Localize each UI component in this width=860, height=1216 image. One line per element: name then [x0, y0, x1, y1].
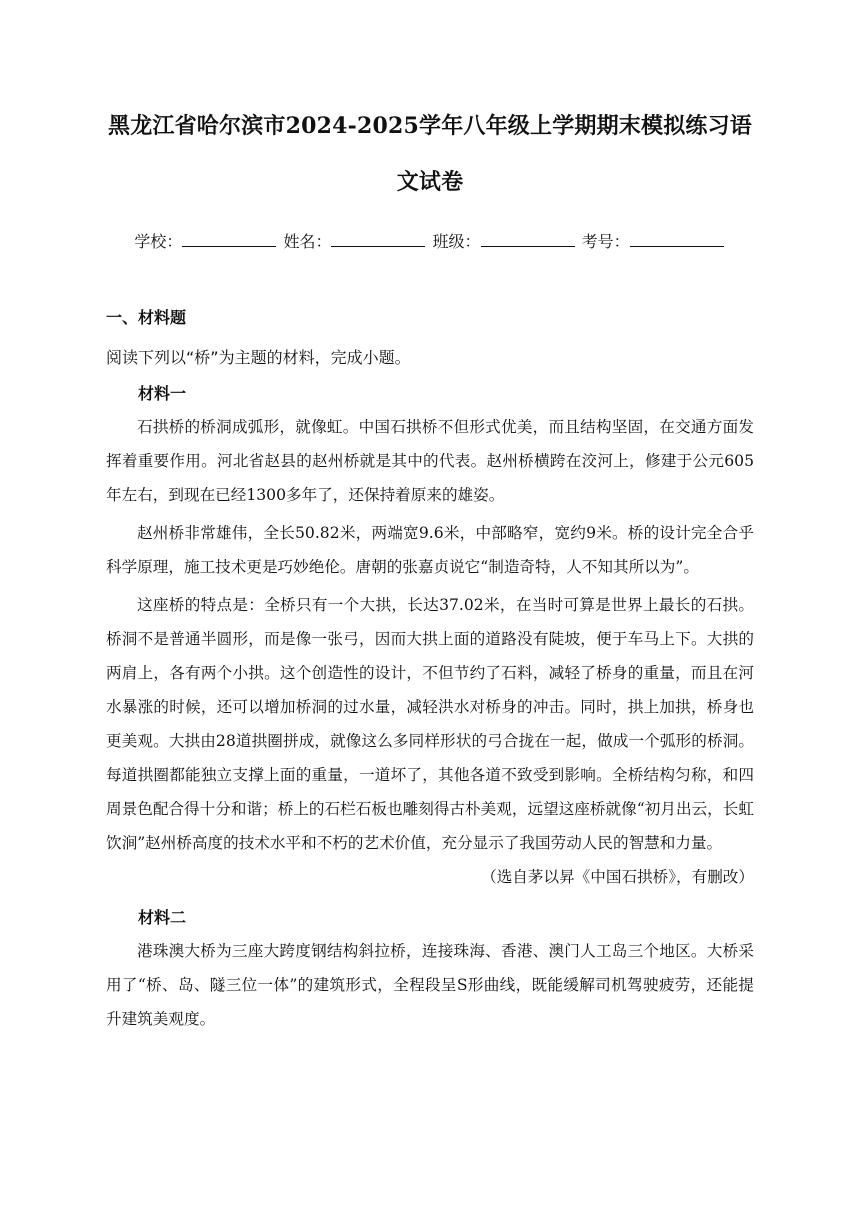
- school-blank[interactable]: [182, 230, 276, 247]
- class-field: [433, 230, 577, 254]
- name-blank[interactable]: [331, 230, 425, 247]
- school-field: [134, 230, 278, 254]
- material-two-label: 材料二: [138, 908, 187, 927]
- material-one-paragraph-1: 石拱桥的桥洞成弧形，就像虹。中国石拱桥不但形式优美，而且结构坚固，在交通方面发挥着重要作用。河北省赵县的赵州桥就是其中的代表。赵州桥横跨在洨河上，修建于公元605年左右，到现在已经1300多年了，还保持着原来的雄姿。: [106, 418, 754, 504]
- class-blank[interactable]: [481, 230, 575, 247]
- exam-number-field: [582, 230, 726, 254]
- section-heading: 一、材料题: [106, 308, 187, 327]
- material-two-paragraph-1: 港珠澳大桥为三座大跨度钢结构斜拉桥，连接珠海、香港、澳门人工岛三个地区。大桥采用了“桥、岛、隧三位一体”的建筑形式，全程段呈S形曲线，既能缓解司机驾驶疲劳，还能提升建筑美观度。: [106, 942, 754, 1028]
- exam-title: 黑龙江省哈尔滨市2024-2025学年八年级上学期期末模拟练习语文试卷: [108, 113, 752, 195]
- class-label: 班级：: [432, 232, 481, 251]
- student-info-line: [106, 230, 754, 254]
- school-label: 学校：: [134, 232, 183, 251]
- name-field: [283, 230, 427, 254]
- material-one-label: 材料一: [138, 384, 187, 403]
- material-one-source: （选自茅以昇《中国石拱桥》，有删改）: [481, 868, 754, 886]
- exam-number-blank[interactable]: [630, 230, 724, 247]
- exam-number-label: 考号：: [581, 232, 630, 251]
- section-intro: 阅读下列以“桥”为主题的材料，完成小题。: [106, 348, 411, 367]
- name-label: 姓名：: [283, 232, 332, 251]
- material-one-paragraph-2: 赵州桥非常雄伟，全长50.82米，两端宽9.6米，中部略窄，宽约9米。桥的设计完全合乎科学原理，施工技术更是巧妙绝伦。唐朝的张嘉贞说它“制造奇特，人不知其所以为”。: [106, 524, 754, 576]
- material-one-paragraph-3: 这座桥的特点是：全桥只有一个大拱，长达37.02米，在当时可算是世界上最长的石拱。桥洞不是普通半圆形，而是像一张弓，因而大拱上面的道路没有陡坡，便于车马上下。大拱的两肩上，各有两个小拱。这个创造性的设计，不但节约了石料，减轻了桥身的重量，而且在河水暴涨的时候，还可以增加桥洞的过水量，减轻洪水对桥身的冲击。同时，拱上加拱，桥身也更美观。大拱由28道拱圈拼成，就像这么多同样形状的弓合拢在一起，做成一个弧形的桥洞。每道拱圈都能独立支撑上面的重量，一道坏了，其他各道不致受到影响。全桥结构匀称，和四周景色配合得十分和谐；桥上的石栏石板也雕刻得古朴美观，远望这座桥就像“初月出云，长虹饮涧”赵州桥高度的技术水平和不朽的艺术价值，充分显示了我国劳动人民的智慧和力量。: [106, 596, 754, 852]
